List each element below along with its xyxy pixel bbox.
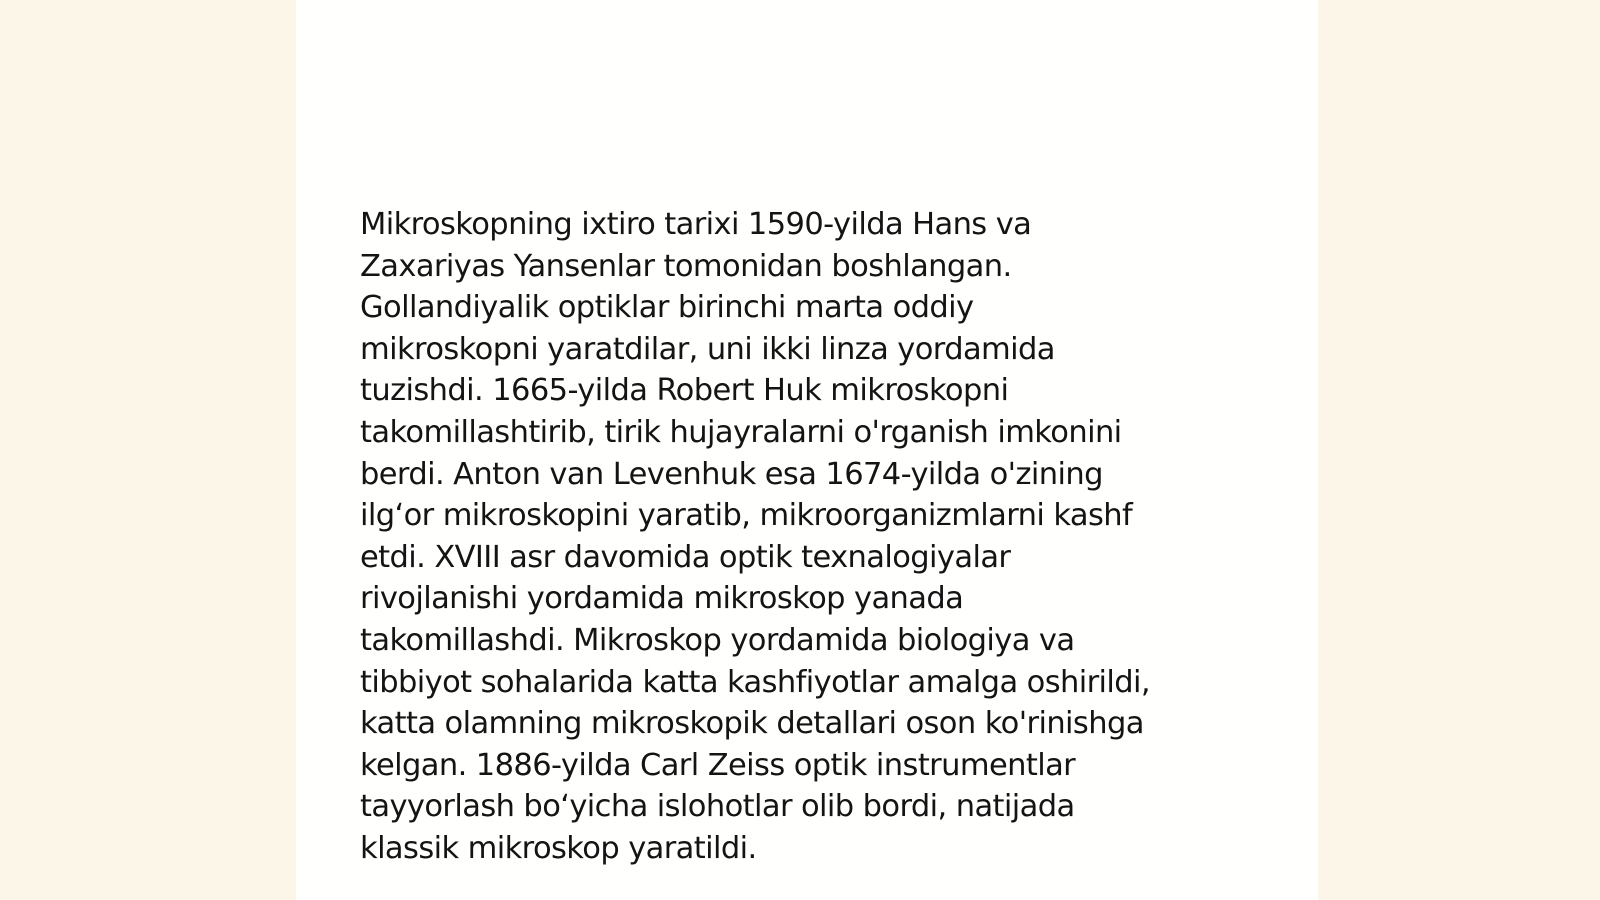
- paragraph-line-5: tuzishdi. 1665-yilda Robert Huk mikroskopni: [360, 373, 1009, 409]
- right-margin: [1318, 0, 1600, 900]
- paragraph-line-9: etdi. XVIII asr davomida optik texnalogiyalar: [360, 539, 1011, 575]
- paragraph-line-10: rivojlanishi yordamida mikroskop yanada: [360, 581, 964, 617]
- paragraph-line-12: tibbiyot sohalarida katta kashfiyotlar amalga oshirildi,: [360, 664, 1151, 700]
- paragraph-line-3: Gollandiyalik optiklar birinchi marta oddiy: [360, 290, 974, 326]
- paragraph-line-1: Mikroskopning ixtiro tarixi 1590-yilda Hans va: [360, 207, 1032, 242]
- paragraph-line-4: mikroskopni yaratdilar, uni ikki linza yordamida: [360, 331, 1055, 367]
- left-margin: [0, 0, 296, 900]
- body-paragraph: [360, 204, 1260, 870]
- paragraph-line-8: ilg‘or mikroskopini yaratib, mikroorganizmlarni kashf: [360, 498, 1133, 534]
- document-page: [296, 0, 1318, 900]
- paragraph-line-7: berdi. Anton van Levenhuk esa 1674-yilda o'zining: [360, 456, 1103, 492]
- paragraph-line-15: tayyorlash bo‘yicha islohotlar olib bordi, natijada: [360, 789, 1075, 825]
- paragraph-line-14: kelgan. 1886-yilda Carl Zeiss optik instrumentlar: [360, 747, 1076, 783]
- paragraph-line-11: takomillashdi. Mikroskop yordamida biologiya va: [360, 622, 1075, 658]
- paragraph-line-16: klassik mikroskop yaratildi.: [360, 830, 757, 866]
- paragraph-line-2: Zaxariyas Yansenlar tomonidan boshlangan.: [360, 248, 1012, 284]
- paragraph-line-6: takomillashtirib, tirik hujayralarni o'rganish imkonini: [360, 414, 1122, 450]
- paragraph-line-13: katta olamning mikroskopik detallari oson ko'rinishga: [360, 706, 1144, 742]
